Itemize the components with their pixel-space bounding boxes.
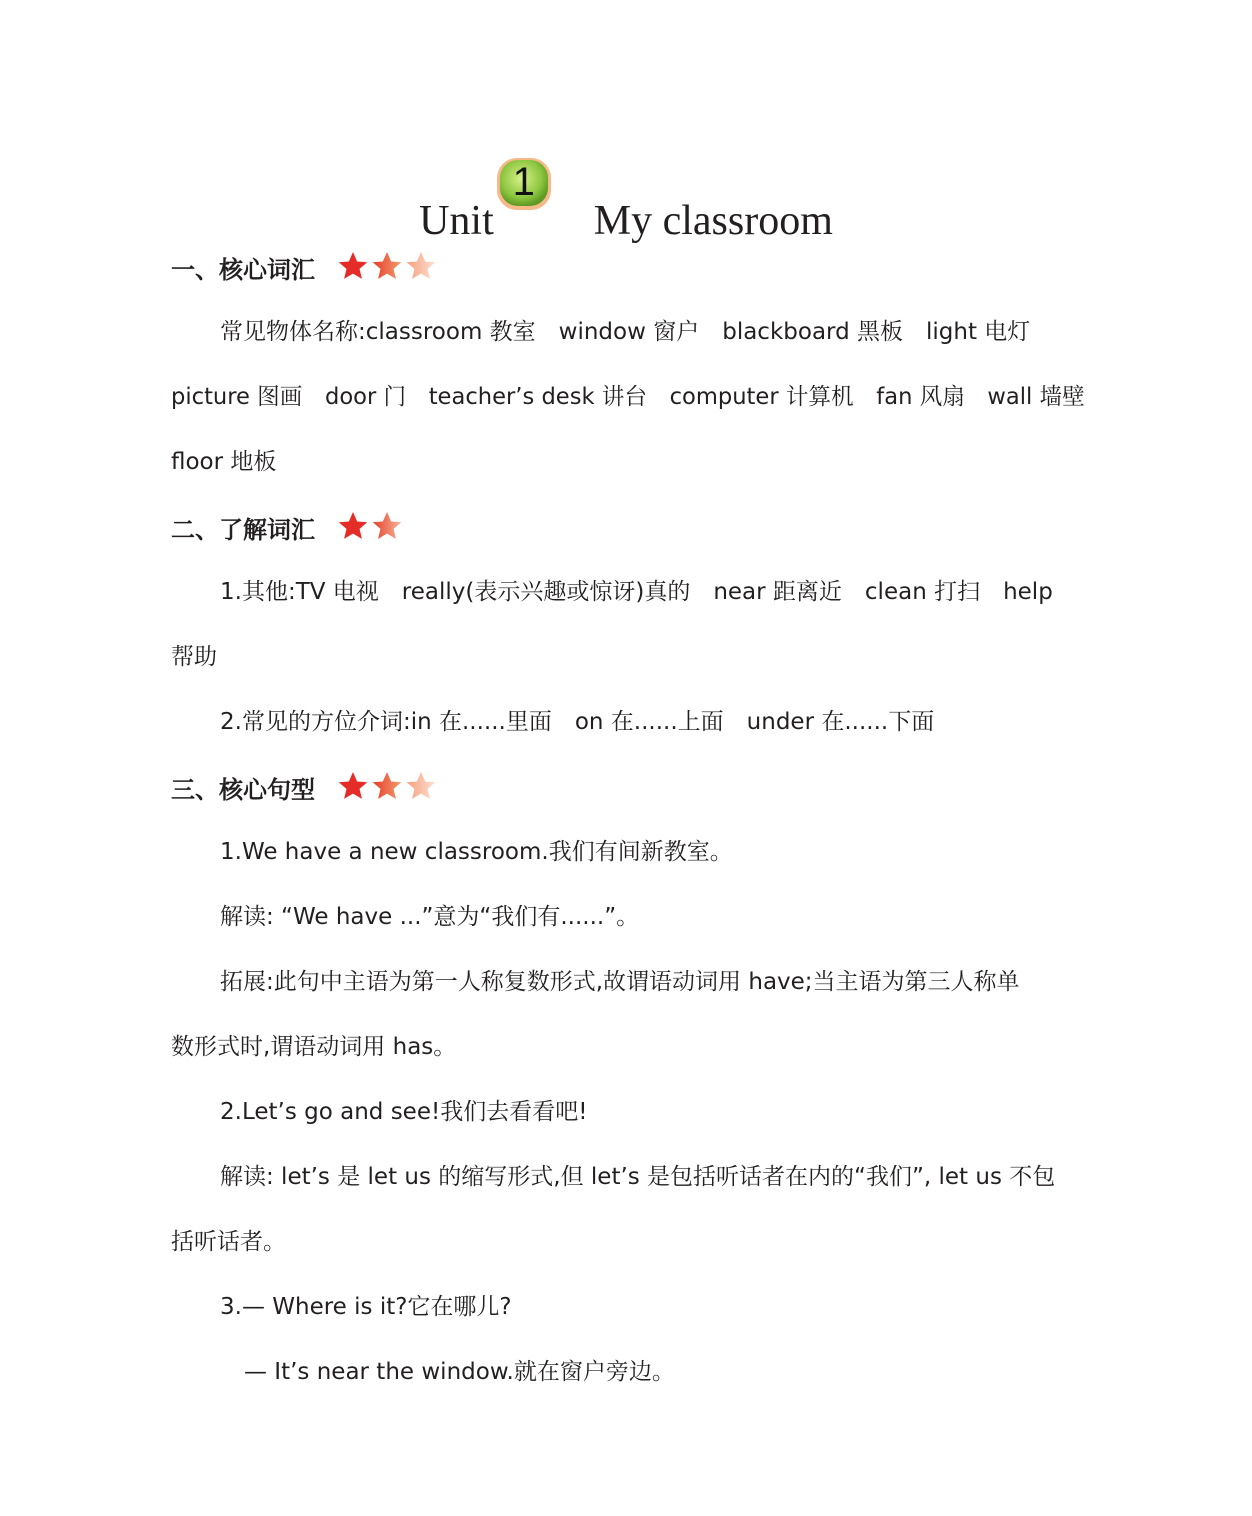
- star-half-icon: [405, 250, 437, 282]
- star-rating: [337, 510, 405, 551]
- sentence-line: — It’s near the window.就在窗户旁边。: [244, 1359, 675, 1385]
- sentence-line: 括听话者。: [171, 1229, 286, 1255]
- star-full-icon: [371, 250, 403, 282]
- section-heading-core-vocabulary: [171, 250, 439, 291]
- sentence-line: 3.— Where is it?它在哪儿?: [220, 1294, 512, 1320]
- page-title: [0, 160, 1252, 249]
- sentence-line: 解读: let’s 是 let us 的缩写形式,但 let’s 是包括听话者在内的“我们”, let us 不包: [220, 1164, 1056, 1190]
- sentence-line: 拓展:此句中主语为第一人称复数形式,故谓语动词用 have;当主语为第三人称单: [220, 969, 1020, 995]
- vocab-line: 1.其他:TV 电视 really(表示兴趣或惊讶)真的 near 距离近 clean 打扫 help: [220, 579, 1053, 605]
- star-full-icon: [371, 770, 403, 802]
- sentence-line: 2.Let’s go and see!我们去看看吧!: [220, 1099, 588, 1125]
- vocab-line: 2.常见的方位介词:in 在......里面 on 在......上面 under 在......下面: [220, 709, 935, 735]
- star-full-icon: [337, 250, 369, 282]
- star-full-icon: [371, 510, 403, 542]
- unit-number: 1: [512, 160, 535, 204]
- unit-topic: My classroom: [593, 198, 833, 244]
- star-full-icon: [337, 510, 369, 542]
- section-heading-text: 一、核心词汇: [171, 256, 315, 284]
- star-rating: [337, 770, 439, 811]
- sentence-line: 1.We have a new classroom.我们有间新教室。: [220, 839, 733, 865]
- section-heading-text: 二、了解词汇: [171, 516, 315, 544]
- star-rating: [337, 250, 439, 291]
- unit-word: Unit: [419, 198, 494, 244]
- vocab-line: 帮助: [171, 644, 217, 670]
- section-heading-text: 三、核心句型: [171, 776, 315, 804]
- vocab-line: floor 地板: [171, 449, 277, 475]
- section-heading-core-sentences: [171, 770, 439, 811]
- sentence-line: 解读: “We have ...”意为“我们有......”。: [220, 904, 640, 930]
- star-full-icon: [337, 770, 369, 802]
- unit-number-badge: [494, 154, 554, 214]
- sentence-line: 数形式时,谓语动词用 has。: [171, 1034, 457, 1060]
- vocab-line: 常见物体名称:classroom 教室 window 窗户 blackboard 黑板 light 电灯: [220, 319, 1031, 345]
- section-heading-understand-vocabulary: [171, 510, 405, 551]
- star-half-icon: [405, 770, 437, 802]
- vocab-line: picture 图画 door 门 teacher’s desk 讲台 computer 计算机 fan 风扇 wall 墙壁: [171, 384, 1085, 410]
